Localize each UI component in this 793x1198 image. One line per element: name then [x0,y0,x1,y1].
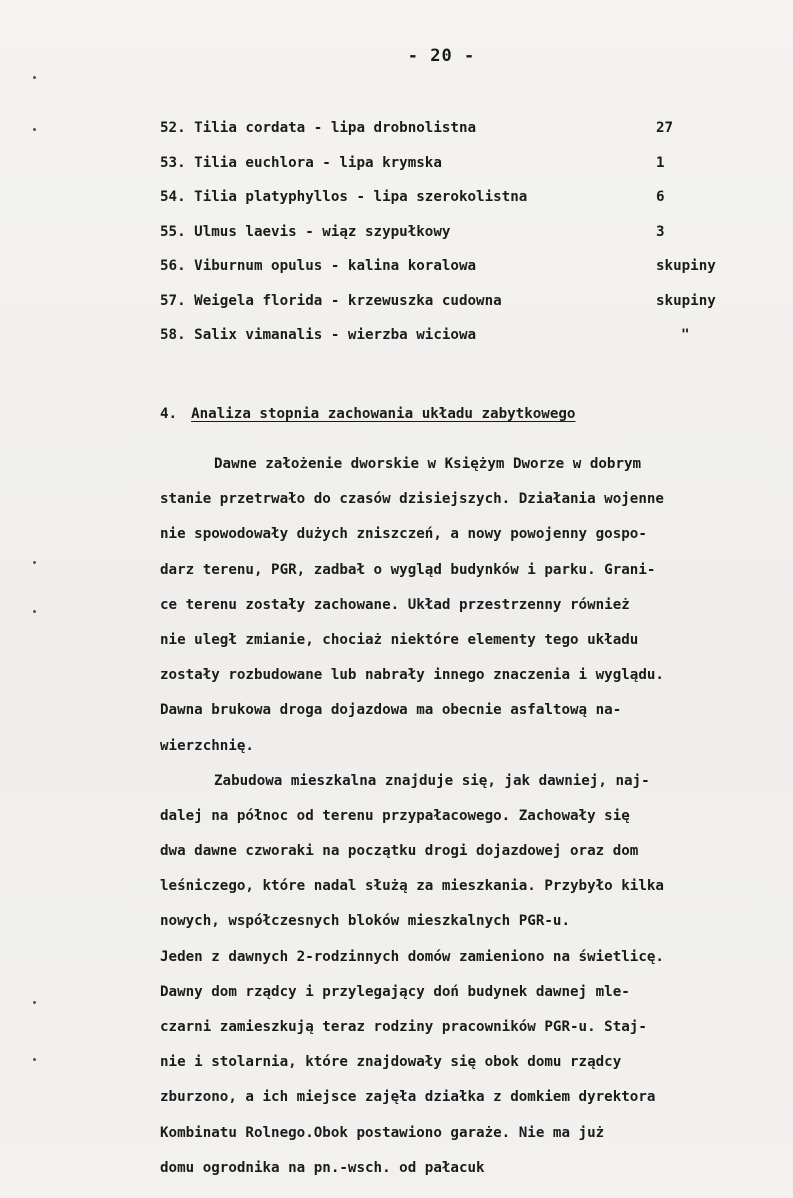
margin-mark [33,610,36,613]
species-quantity: 6 [656,189,665,205]
species-name: 56. Viburnum opulus - kalina koralowa [160,258,477,274]
species-row [160,151,740,186]
paragraph-line: nie spowodowały dużych zniszczeń, a nowy powojenny gospo- [160,526,647,543]
species-quantity: 27 [656,120,674,136]
paragraph-line: czarni zamieszkują teraz rodziny pracowników PGR-u. Staj- [160,1019,647,1035]
paragraph-line: stanie przetrwało do czasów dzisiejszych. Działania wojenne [160,491,664,508]
species-row [160,254,740,289]
paragraph-line: dwa dawne czworaki na początku drogi dojazdowej oraz dom [160,843,639,860]
body-text [160,447,760,1186]
species-quantity: " [681,327,690,343]
margin-mark [33,561,36,564]
species-quantity: 3 [656,223,665,240]
section-title: Analiza stopnia zachowania układu zabytkowego [191,406,576,422]
species-row [160,289,740,324]
paragraph-line: nie uległ zmianie, chociaż niektóre elementy tego układu [160,631,639,648]
paragraph-line: dalej na północ od terenu przypałacowego. Zachowały się [160,807,630,824]
paragraph-line: Dawne założenie dworskie w Księżym Dworze w dobrym [214,456,642,472]
paragraph-line: leśniczego, które nadal służą za mieszkania. Przybyło kilka [160,878,664,895]
species-quantity: skupiny [656,258,716,274]
paragraph-line: nowych, współczesnych bloków mieszkalnych PGR-u. [160,913,570,930]
species-row [160,116,740,151]
paragraph-line: Dawna brukowa droga dojazdowa ma obecnie asfaltową na- [160,702,622,719]
paragraph-line: nie i stolarnia, które znajdowały się obok domu rządcy [160,1054,622,1071]
paragraph-line: wierzchnię. [160,737,254,754]
species-quantity: skupiny [656,292,716,309]
species-row [160,220,740,255]
species-quantity: 1 [656,154,665,171]
species-name: 54. Tilia platyphyllos - lipa szerokolistna [160,189,528,205]
species-name: 57. Weigela florida - krzewuszka cudowna [160,292,502,309]
paragraph-line: darz terenu, PGR, zadbał o wygląd budynków i parku. Grani- [160,561,656,578]
species-name: 53. Tilia euchlora - lipa krymska [160,154,442,171]
margin-mark [33,1058,36,1061]
paragraph-line: zburzono, a ich miejsce zajęła działka z domkiem dyrektora [160,1089,656,1106]
margin-mark [33,128,36,131]
paragraph-line: Jeden z dawnych 2-rodzinnych domów zamieniono na świetlicę. [160,948,664,965]
species-row [160,323,740,358]
paragraph-line: Kombinatu Rolnego.Obok postawiono garaże. Nie ma już [160,1124,605,1141]
section-heading [160,406,575,422]
species-name: 55. Ulmus laevis - wiąz szypułkowy [160,223,451,240]
section-number: 4. [160,406,178,422]
species-name: 58. Salix vimanalis - wierzba wiciowa [160,327,477,343]
species-name: 52. Tilia cordata - lipa drobnolistna [160,120,477,136]
paragraph-line: Dawny dom rządcy i przylegający doń budynek dawnej mle- [160,983,630,1000]
paragraph-line: zostały rozbudowane lub nabrały innego znaczenia i wyglądu. [160,667,664,684]
paragraph-line: ce terenu zostały zachowane. Układ przestrzenny również [160,596,630,613]
paragraph-line: domu ogrodnika na pn.-wsch. od pałacuk [160,1159,485,1176]
species-row [160,185,740,220]
margin-mark [33,76,36,79]
species-list [160,116,740,358]
page-number: - 20 - [407,46,476,66]
paragraph-line: Zabudowa mieszkalna znajduje się, jak dawniej, naj- [214,772,650,789]
margin-mark [33,1001,36,1004]
